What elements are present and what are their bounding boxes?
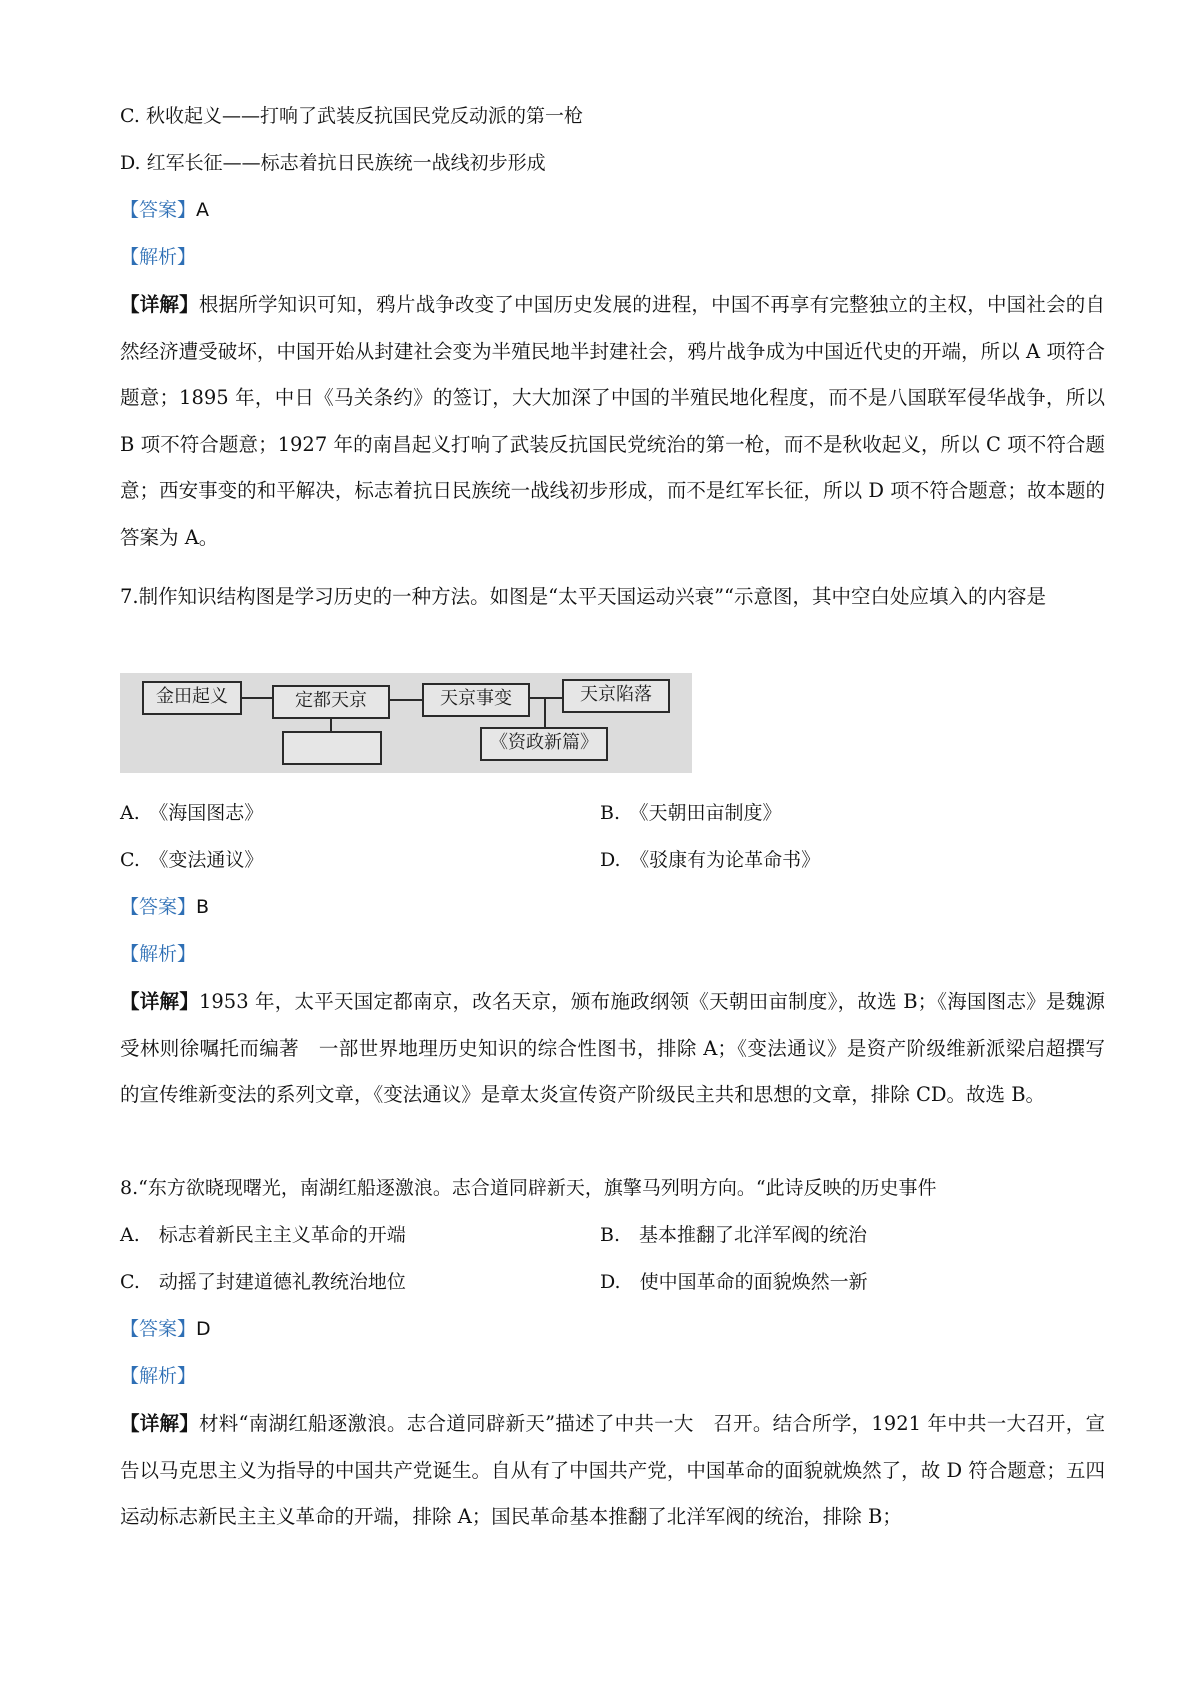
q8-answer: [120, 1317, 1100, 1341]
q7-option-d: D. 《驳康有为论革命书》: [600, 849, 821, 871]
q7-stem: 7.制作知识结构图是学习历史的一种方法。如图是“太平天国运动兴衰”“示意图，其中空白处应填入的内容是: [120, 585, 1047, 608]
arrow-line: [530, 697, 562, 699]
answer-label: 【答案】: [120, 1318, 197, 1340]
diagram-box-jintian: 金田起义: [142, 681, 242, 715]
q6-answer: [120, 198, 1100, 222]
diagram-box-dingdu: 定都天京: [272, 685, 390, 719]
q8-detail: [120, 1401, 1105, 1541]
answer-label: 【答案】: [120, 896, 197, 918]
detail-text: 根据所学知识可知，鸦片战争改变了中国历史发展的进程，中国不再享有完整独立的主权，中国社会的自然经济遭受破坏，中国开始从封建社会变为半殖民地半封建社会，鸦片战争成为中国近代史的开端，所以 A 项符合题意；1895 年，中日《马关条约》的签订，大大加深了中国的半殖民地化程度，而不是八国联军侵华战争，所以 B 项不符合题意；1927 年的南昌起义打响了武装反抗国民党统治的第一枪，而不是秋收起义，所以 C 项不符合题意；西安事变的和平解决，标志着抗日民族统一战线初步形成，而不是红军长征，所以 D 项不符合题意；故本题的答案为 A。: [120, 293, 1105, 549]
answer-value: D: [196, 1318, 211, 1340]
q8-stem: 8.“东方欲晓现曙光，南湖红船逐激浪。志合道同辟新天，旗擎马列明方向。“此诗反映的历史事件: [120, 1177, 937, 1199]
q8-option-a: A. 标志着新民主主义革命的开端: [120, 1224, 406, 1246]
arrow-line: [242, 697, 272, 699]
answer-value: B: [196, 896, 210, 918]
connector-line: [544, 699, 546, 727]
q8-option-d: D. 使中国革命的面貌焕然一新: [600, 1271, 868, 1293]
connector-line: [330, 719, 332, 731]
q6-detail: [120, 282, 1105, 561]
option-d-q6: D. 红军长征——标志着抗日民族统一战线初步形成: [120, 152, 546, 174]
option-c-q6: C. 秋收起义——打响了武装反抗国民党反动派的第一枪: [120, 105, 583, 127]
q7-detail: [120, 979, 1105, 1119]
answer-value: A: [196, 199, 210, 221]
q7-option-c: C. 《变法通议》: [120, 849, 264, 871]
diagram-blank-box: [282, 731, 382, 765]
q7-analysis-label: 【解析】: [120, 943, 197, 965]
q8-analysis-label: 【解析】: [120, 1365, 197, 1387]
taiping-diagram: [120, 673, 692, 773]
detail-text: 材料“南湖红船逐激浪。志合道同辟新天”描述了中共一大 召开。结合所学，1921 年中共一大召开，宣告以马克思主义为指导的中国共产党诞生。自从有了中国共产党，中国革命的面貌就焕然了，故 D 符合题意；五四运动标志新民主主义革命的开端，排除 A；国民革命基本推翻了北洋军阀的统治，排除 B；: [120, 1412, 1105, 1528]
diagram-box-xianluo: 天京陷落: [562, 679, 670, 713]
detail-text: 1953 年，太平天国定都南京，改名天京，颁布施政纲领《天朝田亩制度》，故选 B；《海国图志》是魏源受林则徐嘱托而编著 一部世界地理历史知识的综合性图书，排除 A；《变法通议》是资产阶级维新派梁启超撰写的宣传维新变法的系列文章，《变法通议》是章太炎宣传资产阶级民主共和思想的文章，排除 CD。故选 B。: [120, 990, 1105, 1106]
q7-answer: [120, 895, 1100, 919]
detail-label: 【详解】: [120, 990, 199, 1013]
detail-label: 【详解】: [120, 1412, 200, 1435]
q8-option-c: C. 动摇了封建道德礼教统治地位: [120, 1271, 406, 1293]
q7-option-a: A. 《海国图志》: [120, 802, 264, 824]
q6-analysis-label: 【解析】: [120, 246, 197, 268]
q8-option-b: B. 基本推翻了北洋军阀的统治: [600, 1224, 868, 1246]
answer-label: 【答案】: [120, 199, 197, 221]
diagram-box-zizheng: 《资政新篇》: [480, 727, 608, 761]
diagram-box-shibian: 天京事变: [422, 683, 530, 717]
detail-label: 【详解】: [120, 293, 199, 316]
arrow-line: [390, 699, 422, 701]
q7-option-b: B. 《天朝田亩制度》: [600, 802, 782, 824]
